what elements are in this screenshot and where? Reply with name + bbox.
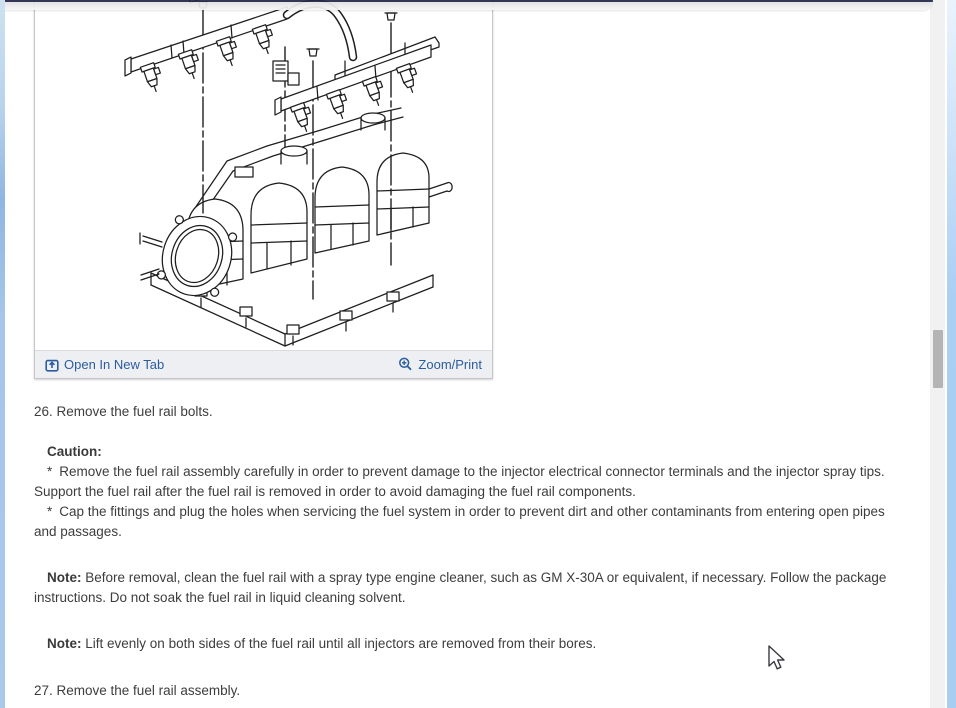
figure-toolbar	[35, 350, 492, 378]
pressure-regulator	[273, 61, 299, 85]
left-fuel-rail	[125, 0, 287, 94]
zoom-in-icon	[398, 357, 413, 372]
mouse-cursor	[766, 644, 788, 672]
caution-label: Caution:	[47, 444, 102, 459]
zoom-print-link[interactable]	[398, 357, 482, 372]
caution-item-2	[34, 502, 908, 542]
note-2-label: Note:	[47, 636, 82, 651]
zoom-print-label: Zoom/Print	[418, 357, 482, 372]
figure-card	[34, 0, 493, 379]
left-edge-accent	[0, 0, 5, 708]
open-in-new-tab-label: Open In New Tab	[64, 357, 165, 372]
caution-item-2-text: Cap the fittings and plug the holes when servicing the fuel system in order to prevent dirt and other contaminants from entering open pipes and passages.	[34, 504, 885, 539]
bullet-asterisk: *	[47, 464, 53, 479]
crossover-tube	[287, 4, 353, 57]
step-26: 26. Remove the fuel rail bolts.	[34, 404, 213, 419]
bullet-asterisk: *	[47, 504, 53, 519]
caution-item-1-text: Remove the fuel rail assembly carefully in order to prevent damage to the injector electrical connector terminals and the injector spray tips. Support the fuel rail after the fuel rail is removed in order to avoid damaging the fuel rail components.	[34, 464, 885, 499]
toolbar-bottom-edge	[0, 0, 933, 10]
note-1	[34, 568, 908, 608]
step-27: 27. Remove the fuel rail assembly.	[34, 683, 241, 698]
caution-item-1	[34, 462, 908, 502]
open-in-new-tab-link[interactable]	[45, 357, 164, 372]
fuel-rail-diagram-image[interactable]	[35, 0, 492, 350]
fuel-rail-diagram	[35, 0, 492, 350]
note-2-text: Lift evenly on both sides of the fuel rail until all injectors are removed from their bores.	[85, 636, 597, 651]
open-in-new-tab-icon	[45, 358, 59, 372]
note-1-text: Before removal, clean the fuel rail with a spray type engine cleaner, such as GM X-30A or equivalent, if necessary. Follow the package instructions. Do not soak the fuel rail in liquid cleaning solvent.	[34, 570, 887, 605]
scrollbar-thumb[interactable]	[933, 330, 943, 388]
article-content	[0, 379, 956, 701]
note-1-label: Note:	[47, 570, 82, 585]
right-edge-accent	[947, 0, 956, 708]
scrollbar[interactable]	[930, 0, 945, 708]
